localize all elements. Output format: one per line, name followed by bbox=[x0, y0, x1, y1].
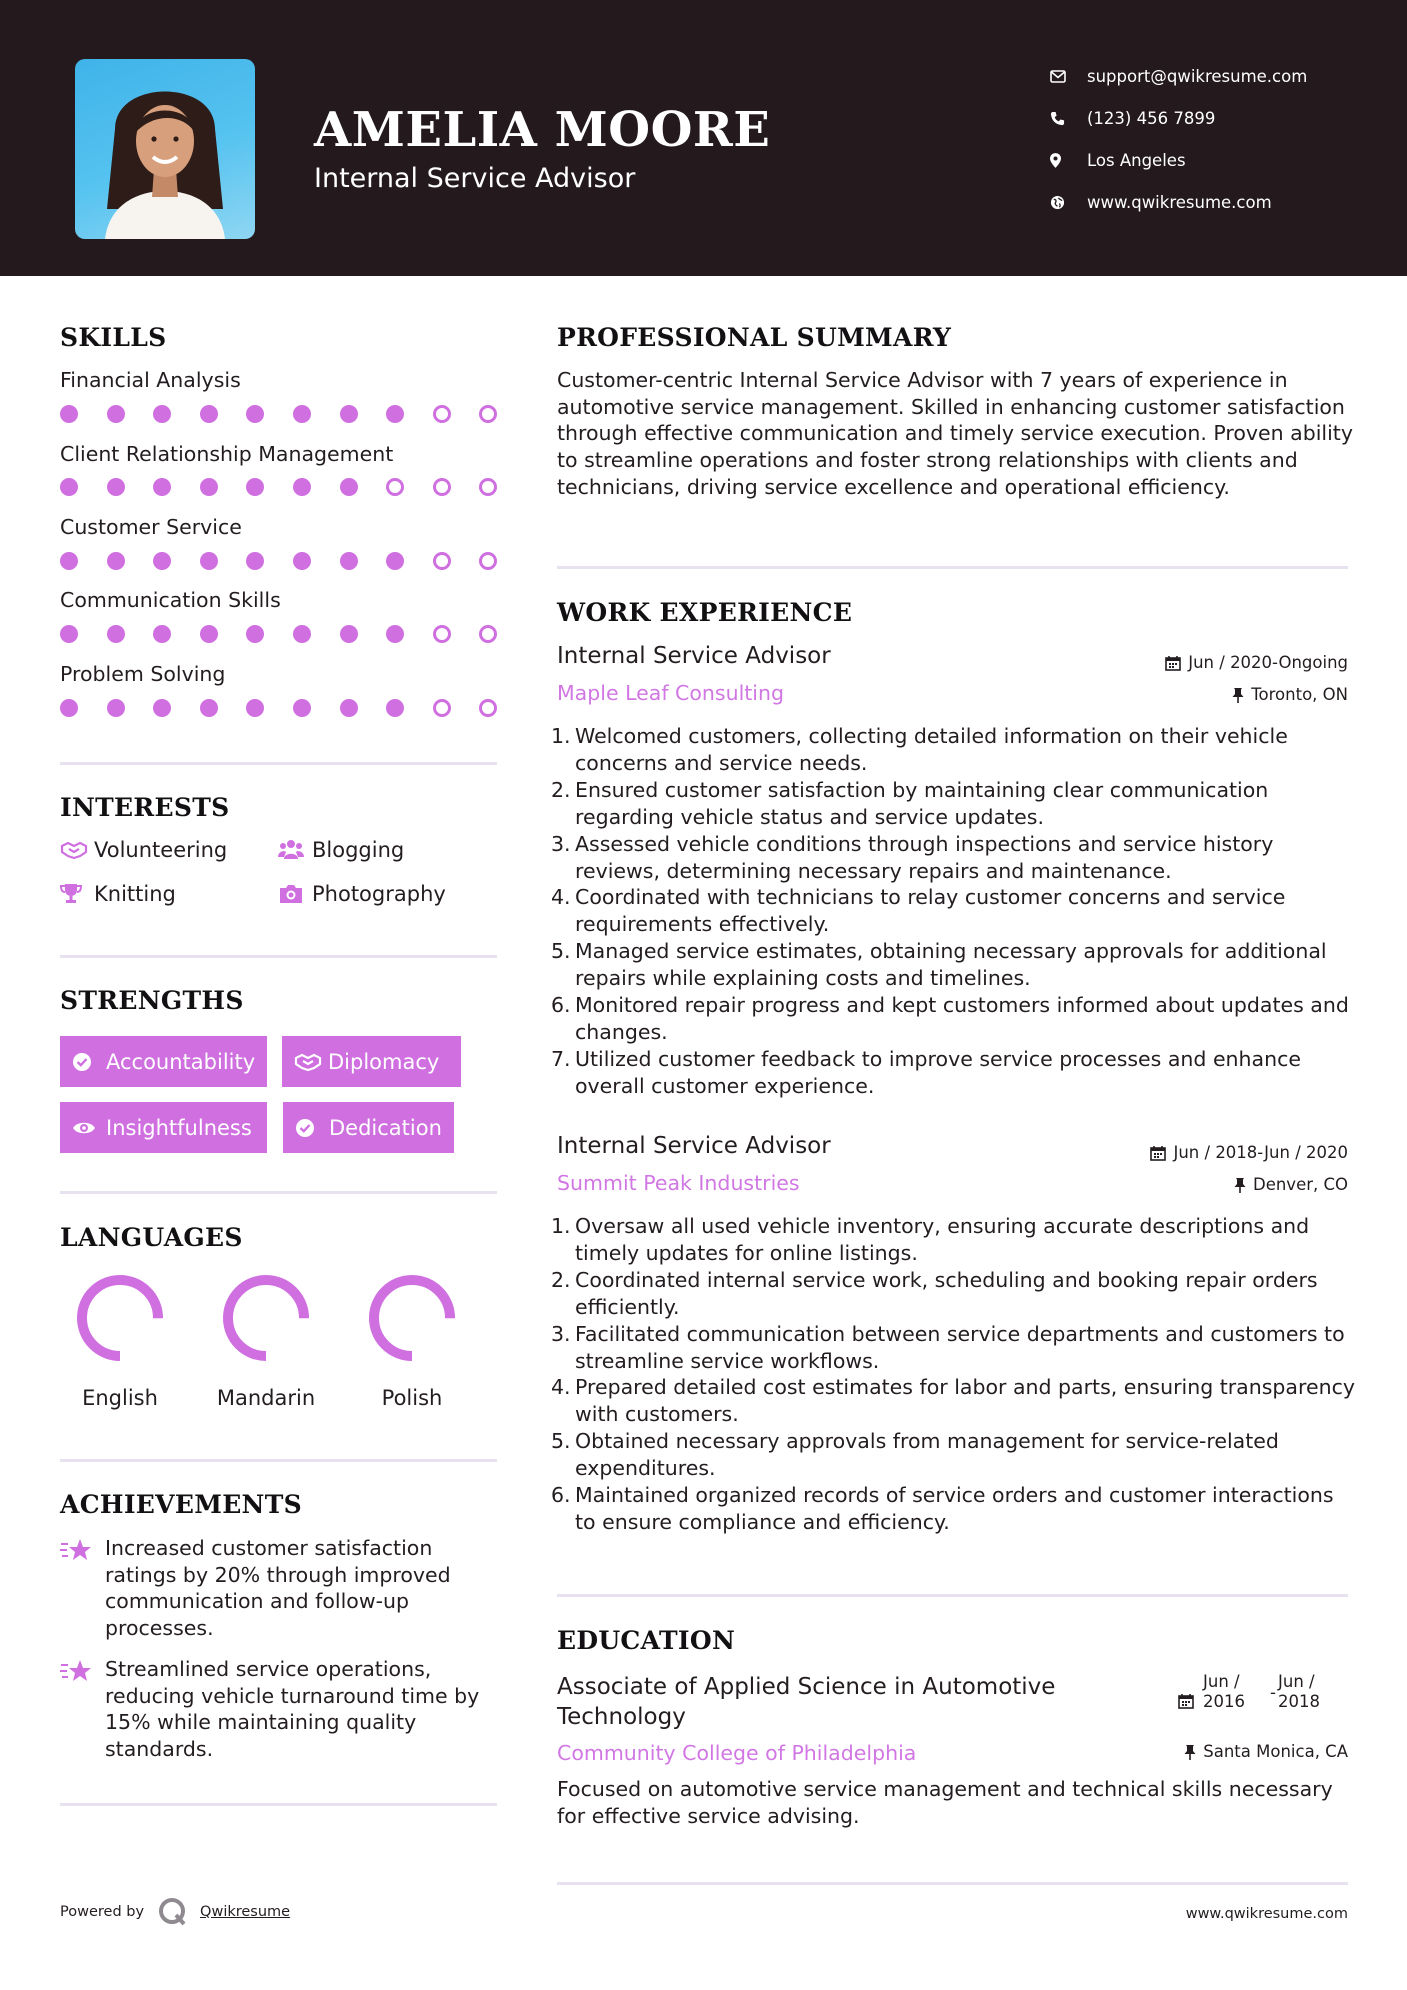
bullet-text: Prepared detailed cost estimates for labor and parts, ensuring transparency with customers. bbox=[575, 1375, 1355, 1427]
summary-text: Customer-centric Internal Service Advisor with 7 years of experience in automotive service management. Skilled in enhancing customer satisfaction through effective communication and timely service execution. Proven ability to streamline operations and foster strong relationships with clients and technicians, driving service excellence and operational efficiency. bbox=[557, 368, 1353, 499]
bullet-number: 6. bbox=[551, 993, 571, 1018]
contact-location bbox=[1050, 139, 1307, 181]
language-label: English bbox=[82, 1386, 158, 1410]
section-divider bbox=[557, 1594, 1348, 1597]
contact-website[interactable] bbox=[1050, 181, 1307, 223]
rating-dot-filled bbox=[246, 478, 264, 496]
job-bullet bbox=[551, 1267, 1357, 1321]
rating-dot-filled bbox=[293, 625, 311, 643]
rating-dot-filled bbox=[340, 478, 358, 496]
contact-email-text: support@qwikresume.com bbox=[1087, 66, 1308, 86]
education-description: Focused on automotive service management and technical skills necessary for effective service advising. bbox=[557, 1777, 1333, 1828]
strength-label: Insightfulness bbox=[106, 1115, 252, 1140]
bullet-number: 1. bbox=[551, 724, 571, 748]
job-date-text: Jun / 2018-Jun / 2020 bbox=[1173, 1143, 1348, 1162]
job-location-text: Toronto, ON bbox=[1251, 685, 1348, 704]
interest-item bbox=[278, 838, 404, 862]
strength-label: Diplomacy bbox=[328, 1049, 440, 1074]
job-date-text: Jun / 2020-Ongoing bbox=[1188, 653, 1348, 672]
job-bullet bbox=[551, 1428, 1357, 1482]
rating-dot-filled bbox=[293, 478, 311, 496]
job-bullet bbox=[551, 777, 1357, 831]
bullet-number: 2. bbox=[551, 777, 571, 802]
rating-dot-empty bbox=[479, 625, 497, 643]
rating-dot-filled bbox=[200, 552, 218, 570]
eye-icon bbox=[72, 1120, 106, 1136]
job-bullet bbox=[551, 723, 1357, 777]
language-progress-arc bbox=[82, 1280, 158, 1356]
handshake-icon bbox=[294, 1052, 328, 1072]
section-divider bbox=[60, 1191, 497, 1194]
rating-dot-empty bbox=[433, 552, 451, 570]
bullet-number: 1. bbox=[551, 1214, 571, 1238]
rating-dot-filled bbox=[293, 552, 311, 570]
achievement-item bbox=[60, 1656, 500, 1763]
job-bullet bbox=[551, 1321, 1357, 1375]
language-progress-ring bbox=[366, 1272, 458, 1364]
job-company: Summit Peak Industries bbox=[557, 1171, 800, 1195]
rating-dot-filled bbox=[340, 625, 358, 643]
camera-icon bbox=[278, 884, 312, 904]
phone-icon bbox=[1050, 111, 1087, 126]
calendar-icon bbox=[1165, 655, 1181, 671]
bullet-number: 4. bbox=[551, 885, 571, 910]
profile-photo bbox=[75, 59, 255, 239]
strength-badge bbox=[282, 1036, 461, 1087]
achievement-text: Streamlined service operations, reducing vehicle turnaround time by 15% while maintaining quality standards. bbox=[105, 1657, 480, 1762]
rating-dot-filled bbox=[246, 552, 264, 570]
achievements-heading: ACHIEVEMENTS bbox=[60, 1490, 302, 1519]
language-item bbox=[352, 1272, 472, 1410]
language-progress-ring bbox=[220, 1272, 312, 1364]
rating-dot-filled bbox=[386, 552, 404, 570]
star-icon bbox=[60, 1656, 105, 1763]
rating-dot-empty bbox=[433, 478, 451, 496]
strength-badge bbox=[60, 1102, 267, 1153]
section-divider bbox=[60, 1459, 497, 1462]
check-circle-icon bbox=[295, 1118, 329, 1138]
contact-location-text: Los Angeles bbox=[1087, 150, 1186, 170]
job-date bbox=[1165, 653, 1348, 672]
rating-dot-filled bbox=[153, 625, 171, 643]
interest-label: Blogging bbox=[312, 838, 405, 862]
job-role: Internal Service Advisor bbox=[557, 1133, 831, 1159]
job-bullet bbox=[551, 884, 1357, 938]
calendar-icon bbox=[1178, 1693, 1194, 1714]
section-divider bbox=[60, 955, 497, 958]
education-degree: Associate of Applied Science in Automotive Technology bbox=[557, 1674, 1056, 1730]
bullet-number: 6. bbox=[551, 1483, 571, 1508]
skill-label: Client Relationship Management bbox=[60, 442, 394, 466]
rating-dot-empty bbox=[433, 699, 451, 717]
pushpin-icon bbox=[1184, 1744, 1196, 1760]
job-bullet bbox=[551, 992, 1357, 1046]
rating-dot-empty bbox=[479, 405, 497, 423]
language-item bbox=[60, 1272, 180, 1410]
job-bullet bbox=[551, 831, 1357, 885]
contact-phone[interactable] bbox=[1050, 97, 1307, 139]
interest-label: Photography bbox=[312, 882, 446, 906]
bullet-text: Oversaw all used vehicle inventory, ensuring accurate descriptions and timely updates for online listings. bbox=[575, 1214, 1310, 1265]
skill-label: Customer Service bbox=[60, 515, 242, 539]
rating-dot-filled bbox=[200, 405, 218, 423]
contact-email[interactable] bbox=[1050, 55, 1307, 97]
strength-badge bbox=[283, 1102, 454, 1153]
strength-badge bbox=[60, 1036, 267, 1087]
bullet-text: Monitored repair progress and kept customers informed about updates and changes. bbox=[575, 993, 1349, 1044]
resume-header bbox=[0, 0, 1407, 276]
rating-dot-filled bbox=[293, 405, 311, 423]
bullet-number: 4. bbox=[551, 1375, 571, 1400]
rating-dot-filled bbox=[340, 699, 358, 717]
pushpin-icon bbox=[1232, 687, 1244, 703]
rating-dot-filled bbox=[107, 699, 125, 717]
rating-dot-filled bbox=[107, 478, 125, 496]
bullet-text: Facilitated communication between service departments and customers to streamline service workflows. bbox=[575, 1321, 1345, 1373]
rating-dot-filled bbox=[386, 699, 404, 717]
interest-label: Knitting bbox=[94, 882, 176, 906]
rating-dot-filled bbox=[153, 405, 171, 423]
job-company: Maple Leaf Consulting bbox=[557, 681, 785, 705]
rating-dot-filled bbox=[153, 478, 171, 496]
interests-heading: INTERESTS bbox=[60, 793, 230, 822]
bullet-number: 5. bbox=[551, 1429, 571, 1454]
rating-dot-empty bbox=[479, 699, 497, 717]
interest-item bbox=[278, 882, 446, 906]
job-location bbox=[1232, 685, 1348, 704]
footer-website[interactable]: www.qwikresume.com bbox=[1185, 1906, 1348, 1922]
education-location bbox=[1184, 1742, 1348, 1761]
handshake-icon bbox=[60, 840, 94, 860]
rating-dot-empty bbox=[433, 405, 451, 423]
rating-dot-filled bbox=[386, 405, 404, 423]
bullet-text: Coordinated with technicians to relay customer concerns and service requirements effectively. bbox=[575, 885, 1286, 937]
contact-phone-text: (123) 456 7899 bbox=[1087, 108, 1216, 128]
skill-label: Communication Skills bbox=[60, 588, 281, 612]
bullet-number: 3. bbox=[551, 1321, 571, 1346]
section-divider bbox=[557, 566, 1348, 569]
rating-dot-filled bbox=[200, 625, 218, 643]
language-progress-ring bbox=[74, 1272, 166, 1364]
language-label: Mandarin bbox=[216, 1386, 316, 1410]
rating-dot-filled bbox=[60, 699, 78, 717]
bullet-text: Utilized customer feedback to improve service processes and enhance overall customer experience. bbox=[575, 1046, 1301, 1098]
rating-dot-filled bbox=[60, 405, 78, 423]
education-date-start: Jun / 2016 bbox=[1203, 1672, 1245, 1711]
powered-by-text: Powered by bbox=[60, 1904, 145, 1920]
check-circle-icon bbox=[72, 1052, 106, 1072]
qwikresume-link[interactable]: Qwikresume bbox=[200, 1904, 291, 1920]
footer-powered-by bbox=[60, 1897, 290, 1927]
rating-dot-empty bbox=[433, 625, 451, 643]
education-date-end: Jun / 2018 bbox=[1278, 1672, 1320, 1711]
bullet-text: Maintained organized records of service orders and customer interactions to ensure compliance and efficiency. bbox=[575, 1483, 1334, 1534]
language-label: Polish bbox=[381, 1386, 443, 1410]
education-location-text: Santa Monica, CA bbox=[1203, 1742, 1348, 1761]
trophy-icon bbox=[60, 883, 94, 905]
language-progress-arc bbox=[374, 1280, 450, 1356]
languages-heading: LANGUAGES bbox=[60, 1223, 243, 1252]
star-icon bbox=[60, 1535, 105, 1642]
bullet-text: Managed service estimates, obtaining necessary approvals for additional repairs while explaining costs and timelines. bbox=[575, 939, 1327, 991]
bullet-number: 2. bbox=[551, 1267, 571, 1292]
job-bullets bbox=[551, 1213, 1357, 1536]
strength-label: Dedication bbox=[329, 1115, 442, 1140]
strength-label: Accountability bbox=[106, 1049, 256, 1074]
rating-dot-filled bbox=[153, 699, 171, 717]
contact-website-text: www.qwikresume.com bbox=[1087, 192, 1272, 212]
rating-dot-filled bbox=[386, 625, 404, 643]
map-pin-icon bbox=[1050, 153, 1087, 168]
rating-dot-filled bbox=[60, 625, 78, 643]
rating-dot-filled bbox=[340, 552, 358, 570]
interest-item bbox=[60, 838, 227, 862]
education-heading: EDUCATION bbox=[557, 1626, 736, 1655]
contact-list bbox=[1050, 55, 1307, 223]
section-divider bbox=[60, 1803, 497, 1806]
bullet-number: 7. bbox=[551, 1046, 571, 1071]
bullet-text: Coordinated internal service work, scheduling and booking repair orders efficiently. bbox=[575, 1267, 1318, 1319]
bullet-text: Ensured customer satisfaction by maintaining clear communication regarding vehicle status and service updates. bbox=[575, 777, 1269, 829]
interest-item bbox=[60, 882, 176, 906]
job-role: Internal Service Advisor bbox=[557, 643, 831, 669]
section-divider bbox=[60, 762, 497, 765]
rating-dot-filled bbox=[60, 552, 78, 570]
job-bullet bbox=[551, 938, 1357, 992]
rating-dot-filled bbox=[200, 478, 218, 496]
language-item bbox=[206, 1272, 326, 1410]
section-divider bbox=[557, 1882, 1348, 1885]
summary-heading: PROFESSIONAL SUMMARY bbox=[557, 323, 952, 352]
rating-dot-filled bbox=[200, 699, 218, 717]
skills-heading: SKILLS bbox=[60, 323, 167, 352]
job-location bbox=[1234, 1175, 1348, 1194]
skill-label: Financial Analysis bbox=[60, 368, 241, 392]
bullet-text: Welcomed customers, collecting detailed information on their vehicle concerns and service needs. bbox=[575, 724, 1288, 775]
rating-dot-filled bbox=[107, 405, 125, 423]
bullet-number: 5. bbox=[551, 939, 571, 964]
pushpin-icon bbox=[1234, 1177, 1246, 1193]
education-school: Community College of Philadelphia bbox=[557, 1741, 917, 1765]
rating-dot-filled bbox=[107, 625, 125, 643]
users-icon bbox=[278, 839, 312, 861]
rating-dot-filled bbox=[246, 625, 264, 643]
rating-dot-filled bbox=[153, 552, 171, 570]
candidate-name: AMELIA MOORE bbox=[314, 102, 771, 158]
rating-dot-filled bbox=[293, 699, 311, 717]
rating-dot-filled bbox=[60, 478, 78, 496]
calendar-icon bbox=[1150, 1145, 1166, 1161]
achievement-item bbox=[60, 1535, 500, 1642]
job-bullets bbox=[551, 723, 1357, 1100]
education-date-separator: - bbox=[1270, 1683, 1276, 1702]
rating-dot-filled bbox=[246, 699, 264, 717]
qwikresume-logo-icon bbox=[158, 1897, 188, 1927]
language-progress-arc bbox=[228, 1280, 304, 1356]
job-date bbox=[1150, 1143, 1348, 1162]
job-bullet bbox=[551, 1046, 1357, 1100]
rating-dot-filled bbox=[107, 552, 125, 570]
rating-dot-filled bbox=[340, 405, 358, 423]
experience-heading: WORK EXPERIENCE bbox=[557, 598, 853, 627]
candidate-title: Internal Service Advisor bbox=[314, 163, 636, 194]
rating-dot-empty bbox=[386, 478, 404, 496]
job-location-text: Denver, CO bbox=[1252, 1175, 1348, 1194]
bullet-text: Assessed vehicle conditions through inspections and service history reviews, determining necessary repairs and maintenance. bbox=[575, 831, 1274, 883]
achievement-text: Increased customer satisfaction ratings by 20% through improved communication and follow-up processes. bbox=[105, 1536, 451, 1641]
envelope-icon bbox=[1050, 70, 1087, 83]
interest-label: Volunteering bbox=[94, 838, 228, 862]
skill-label: Problem Solving bbox=[60, 662, 226, 686]
job-bullet bbox=[551, 1213, 1357, 1267]
bullet-number: 3. bbox=[551, 831, 571, 856]
job-bullet bbox=[551, 1374, 1357, 1428]
rating-dot-empty bbox=[479, 552, 497, 570]
rating-dot-filled bbox=[246, 405, 264, 423]
strengths-heading: STRENGTHS bbox=[60, 986, 244, 1015]
globe-icon bbox=[1050, 195, 1087, 210]
bullet-text: Obtained necessary approvals from management for service-related expenditures. bbox=[575, 1429, 1279, 1481]
rating-dot-empty bbox=[479, 478, 497, 496]
job-bullet bbox=[551, 1482, 1357, 1536]
